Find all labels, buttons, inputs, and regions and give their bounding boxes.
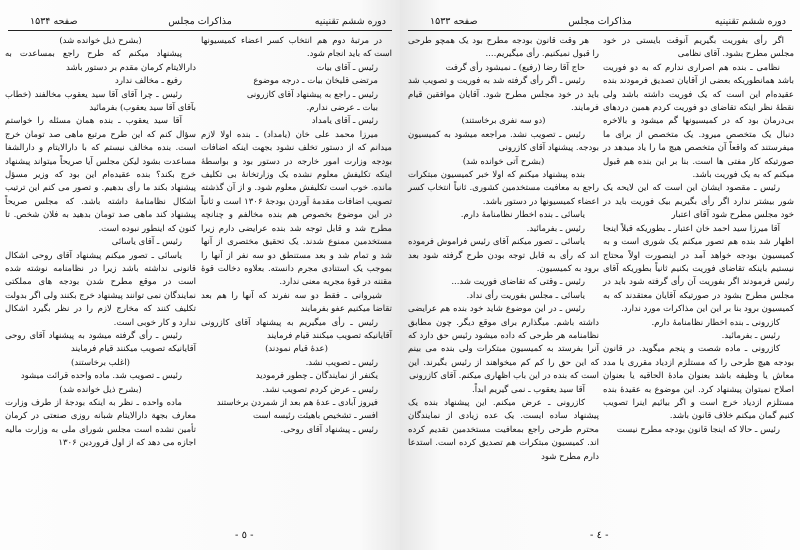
speech-paragraph: آقا سید یعقوب ـ نمی گیریم ابداً.	[472, 384, 585, 395]
speech-paragraph: رئیس ـ وقتی که تقاضای فوریت شد...	[451, 277, 585, 288]
speech-paragraph: یاسائی ـ مجلس بفوریت رأی نداد.	[466, 290, 585, 301]
session-label: دوره ششم تقنینیه	[314, 16, 386, 27]
speech-paragraph: یاسائی ـ تصور میکنم پیشنهاد آقای روحی اشکال قانونی نداشته باشد زیرا در نظامنامه نوشته شده است در موقع مطرح شدن بودجه های مملکتی نمایندگان نمی توانند پیشنهاد خرج بکنند ولی اگر بدولت تکلیف کنند که مخارج لازم را در نظر بگیرد اشکال ندارد و کار خوبی است.	[5, 250, 196, 328]
procedural-note: (بشرح ذیل خوانده شد)	[59, 384, 142, 395]
speech-paragraph: حاج آقا رضا (رفیع) ـ نمیشود رأی گرفت	[445, 62, 585, 73]
text-column-right	[603, 35, 794, 437]
speech-paragraph: افسر ـ تشخیص باهیئت رئیسه است	[252, 411, 378, 422]
speech-paragraph: آقا سید یعقوب ـ بنده همان مسئله را خواستم سؤال کنم که این طرح مرتبع ماهی صد تومان خرج است. بنده مخالف نیستم که با دارالایتام و دارالشفا مساعدت بشود لیکن مجلس آیا صریحاً میتواند پیشنهاد خرج بکند؟ بنده عقیده‌ام این بود که وزیر مسؤل پیشنهاد بکند ما رأی بدهیم. و تصور می کنم این ترتیب اشکال نظامنامهٔ داشته باشد. که مجلس صریحاً پیشنهاد کند ماهی صد تومان بدهید به فلان شخص. تا کنون که اینطور نبوده است.	[5, 116, 196, 234]
procedural-note: (دو سه نفری برخاستند)	[461, 116, 546, 127]
speech-paragraph: رئیس ـ تصویب نشد.	[305, 357, 378, 368]
page-number-label: صفحه ۱۵۳۴	[30, 16, 78, 27]
procedural-note: (عدهٔ قیام نمودند)	[265, 344, 328, 355]
speech-paragraph: هر وقت قانون بودجه مطرح بود یک همچو طرحی را قبول نمیکنیم. رأی میگیریم....	[408, 36, 599, 60]
speech-paragraph: رئیس ـ در این موضوع شاید خود بنده هم عرایضی داشته باشم. میگذارم برای موقع دیگر. چون مطابق نظامنامه هر طرحی که داده میشود رئیس حق دارد که آنرا بفرستد به کمیسیون مبتکرات ولی بنده می بینم که این حق را کم کم میخواهند از رئیس بگیرند. این است که بنده در این باب اظهاری میکنم. آقای کازرونی	[408, 304, 599, 382]
speech-paragraph: رئیس ـ رأی گرفته میشود به پیشنهاد آقای روحی آقایانیکه تصویب میکنند قیام فرمایند	[5, 330, 196, 355]
speech-paragraph: رئیس ـ اگر رأی گرفته شد به فوریت و تصویب شد باید در خود مجلس مطرح شود. آقایان موافقین قیام فرمایند.	[408, 76, 599, 114]
speech-paragraph: رئیس ـ آقای یاسائی	[111, 237, 182, 248]
speech-paragraph: کازرونی ـ عرض میکنم. این پیشنهاد بنده یک پیشنهاد ساده ایست. یک عده زیادی از نمایندگان محترم طرحی راجع بمعافیت مستخدمین تقدیم کرده اند. کمیسیون مبتکرات هم تصدیق کرده است. استدعا دارم مطرح شود	[408, 397, 599, 462]
speech-paragraph: نظامی ـ بنده هم اصراری ندارم که به دو فوریت باشد همانطوریکه بعضی از آقایان تصدیق فرمودند بنده عقیده‌ام این است که یک فوریت داشته باشد ولی نقطهٔ نظر اینکه تقاضای دو فوریت کردم همین دردهای بی‌درمان بود که در کمیسیونها گم میشود و بالاخره دنبال یک متخصص میرود. یک متخصص از برای ما میفرستند که واقعاً آن متخصص هیچ ما را یاد میدهد در صورتیکه کار مفتی ها است. بنا بر این بنده هم قبول میکنم که به یک فوریت باشد.	[603, 62, 794, 181]
page-header	[408, 14, 792, 31]
speech-paragraph: در مرتبهٔ دوم هم انتخاب کسر اعضاء کمیسیونها است که باید انجام شود.	[201, 36, 392, 60]
procedural-note: (بشرح ذیل خوانده شد)	[59, 36, 142, 46]
speech-paragraph: شیروانی ـ فقط دو سه نفرند که آنها را هم بعد تقاضا میکنیم عفو بفرمایند	[201, 290, 392, 315]
speech-paragraph: رئیس ـ پیشنهاد آقای روحی.	[280, 424, 378, 435]
speech-paragraph: بیات ـ عرضی ندارم.	[306, 103, 378, 114]
speech-paragraph: ماده واحده ـ نظر به اینکه بودجهٔ از طرف وزارت معارف بجهة دارالایتام شبانه روزی صنعتی در کرمان تأمین نشده است مجلس شورای ملی به وزارت مالیه اجازه می دهد که از اول فروردین ۱۳۰۶	[5, 397, 196, 449]
speech-paragraph: رئیس ـ آقای بیات	[316, 62, 378, 73]
speech-paragraph: بنده پیشنهاد میکنم که اولا خبر کمیسیون مبتکرات راجع به معافیت مستخدمین کشوری. ثانیاً انتخاب کسر اعضاء کمیسیونها در دستور باشد.	[408, 170, 599, 207]
speech-paragraph: رئیس ـ تصویب شد. ماده واحده قرائت میشود	[20, 371, 182, 382]
page-number-label: صفحه ۱۵۳۳	[430, 16, 478, 27]
speech-paragraph: رئیس ـ بفرمائید.	[526, 223, 585, 234]
page-footer-number: - ٤ -	[590, 530, 609, 541]
header-title: مذاکرات مجلس	[568, 16, 632, 27]
speech-paragraph: رئیس ـ چرا آقای آقا سید یعقوب مخالفند (خطاب بآقای آقا سید یعقوب) بفرمائید	[5, 89, 196, 114]
speech-paragraph: رئیس ـ حالا که اینجا قانون بودجه مطرح نیست	[616, 424, 780, 435]
page-footer-number: - ٥ -	[235, 530, 254, 541]
speech-paragraph: کازرونی ـ ماده شصت و پنجم میگوید. در قانون بودجه هیچ طرحی را که مستلزم ازدیاد مقرری یا مدد معاش یا وظیفه باشد بعنوان مادهٔ الحاقیه یا بعنوان اصلاح نمیتوان پیشنهاد کرد. این موضوع به عقیدهٔ بنده مستلزم ازدیاد خرج است و اگر بیائیم اینرا تصویب کنیم گمان میکنم خلاف قانون باشد.	[603, 344, 794, 422]
page-header	[8, 14, 392, 31]
speech-paragraph: رئیس ـ مقصود ایشان این است که این لایحه یک شور بیشتر ندارد اگر رأی بگیریم بیک فوریت باید در خود مجلس مطرح شود آقای اعتبار	[603, 183, 794, 221]
page-right	[400, 0, 800, 550]
speech-paragraph: میرزا محمد علی خان (یامداد) ـ بنده اولا لازم میدانم که از دستور تخلف نشود بجهت اینکه اضافات بودجه وزارت امور خارجه در دستور بود و بواسطهٔ اینکه تکلیفش معلوم نشده یک وزارتخانهٔ بی تکلیف مانده. خوب است تکلیفش معلوم شود. و از آن گذشته تصویب اضافات مقدمهٔ آوردن بودجهٔ ۱۳۰۶ است و ثانیاً در این موضوع بخصوص هم بنده مخالفم و چنانچه مطرح شد و قابل توجه شد بنده عرایضی دارم زیرا مستخدمین ممنوع شدند. یک تحقیق مختصری از آنها شد و تمام شد و بعد مستنطق دو سه نفر از آنها را بموجب یک استنادی مجرم دانسته. بعلاوه دخالت قوهٔ مقننه در قوهٔ مجریه معنی ندارد.	[201, 129, 392, 288]
speech-paragraph: رئیس ـ آقای یامداد	[311, 116, 378, 127]
text-column-right	[201, 35, 392, 437]
speech-paragraph: مرتضی قلیخان بیات ـ درجه موضوع	[253, 76, 378, 87]
speech-paragraph: رئیس ـ بفرمائید.	[721, 330, 780, 341]
speech-paragraph: رئیس ـ عرض کردم تصویب نشد.	[262, 384, 378, 395]
speech-paragraph: یکنفر از نمایندگان ـ چطور فرمودید	[255, 371, 378, 382]
session-label: دوره ششم تقنینیه	[714, 16, 786, 27]
speech-paragraph: اگر رأی بفوریت بگیریم آنوقت بایستی در خود مجلس مطرح بشود. آقای نظامی	[603, 36, 794, 60]
text-column-left	[5, 35, 196, 451]
speech-paragraph: رئیس ـ تصویب نشد. مراجعه میشود به کمیسیون بودجه. پیشنهاد آقای کازرونی	[408, 129, 599, 154]
speech-paragraph: رئیس ـ راجع به پیشنهاد آقای کازرونی	[246, 89, 378, 100]
header-title: مذاکرات مجلس	[168, 16, 232, 27]
speech-paragraph: پیشنهاد میکنم که طرح راجع بمساعدت به دارالایتام کرمان مقدم بر دستور باشد	[5, 49, 196, 73]
procedural-note: (بشرح آتی خوانده شد)	[462, 156, 545, 167]
speech-paragraph: آقا میرزا سید احمد خان اعتبار ـ بطوریکه قبلاً اینجا اظهار شد بنده هم تصور میکنم یک شوری است و به کمیسیون بودجه خواهد آمد در اینصورت اولاً محتاج نیستیم باینکه تقاضای فوریت بکنیم ثانیاً بطوریکه آقای رئیس فرمودند اگر بفوریت آن رأی گرفته شود باید در مجلس مطرح بشود در صورتیکه آقایان معتقدند که به کمیسیون برود بنا بر این این مذاکرات مورد ندارد.	[603, 223, 794, 315]
text-column-left	[408, 35, 599, 464]
speech-paragraph: فیروز آبادی ـ عدهٔ هم بعد از شمردن برخاستند	[216, 397, 378, 408]
speech-paragraph: یاسائی ـ بنده اخطار نظامنامهٔ دارم.	[460, 210, 585, 221]
speech-paragraph: کازرونی ـ بنده اخطار نظامنامهٔ دارم.	[651, 317, 780, 328]
speech-paragraph: رئیس ـ رأی میگیریم به پیشنهاد آقای کازرونی آقایانیکه تصویب میکنند قیام فرمایند	[201, 317, 392, 341]
procedural-note: (اغلب برخاستند)	[71, 357, 130, 368]
speech-paragraph: یاسائی ـ تصور میکنم آقای رئیس فراموش فرموده اند که رأی به قابل توجه بودن طرح گرفته شود بعد برود به کمیسیون.	[408, 237, 599, 274]
speech-paragraph: رفیع ـ مخالف ندارد	[115, 76, 182, 87]
